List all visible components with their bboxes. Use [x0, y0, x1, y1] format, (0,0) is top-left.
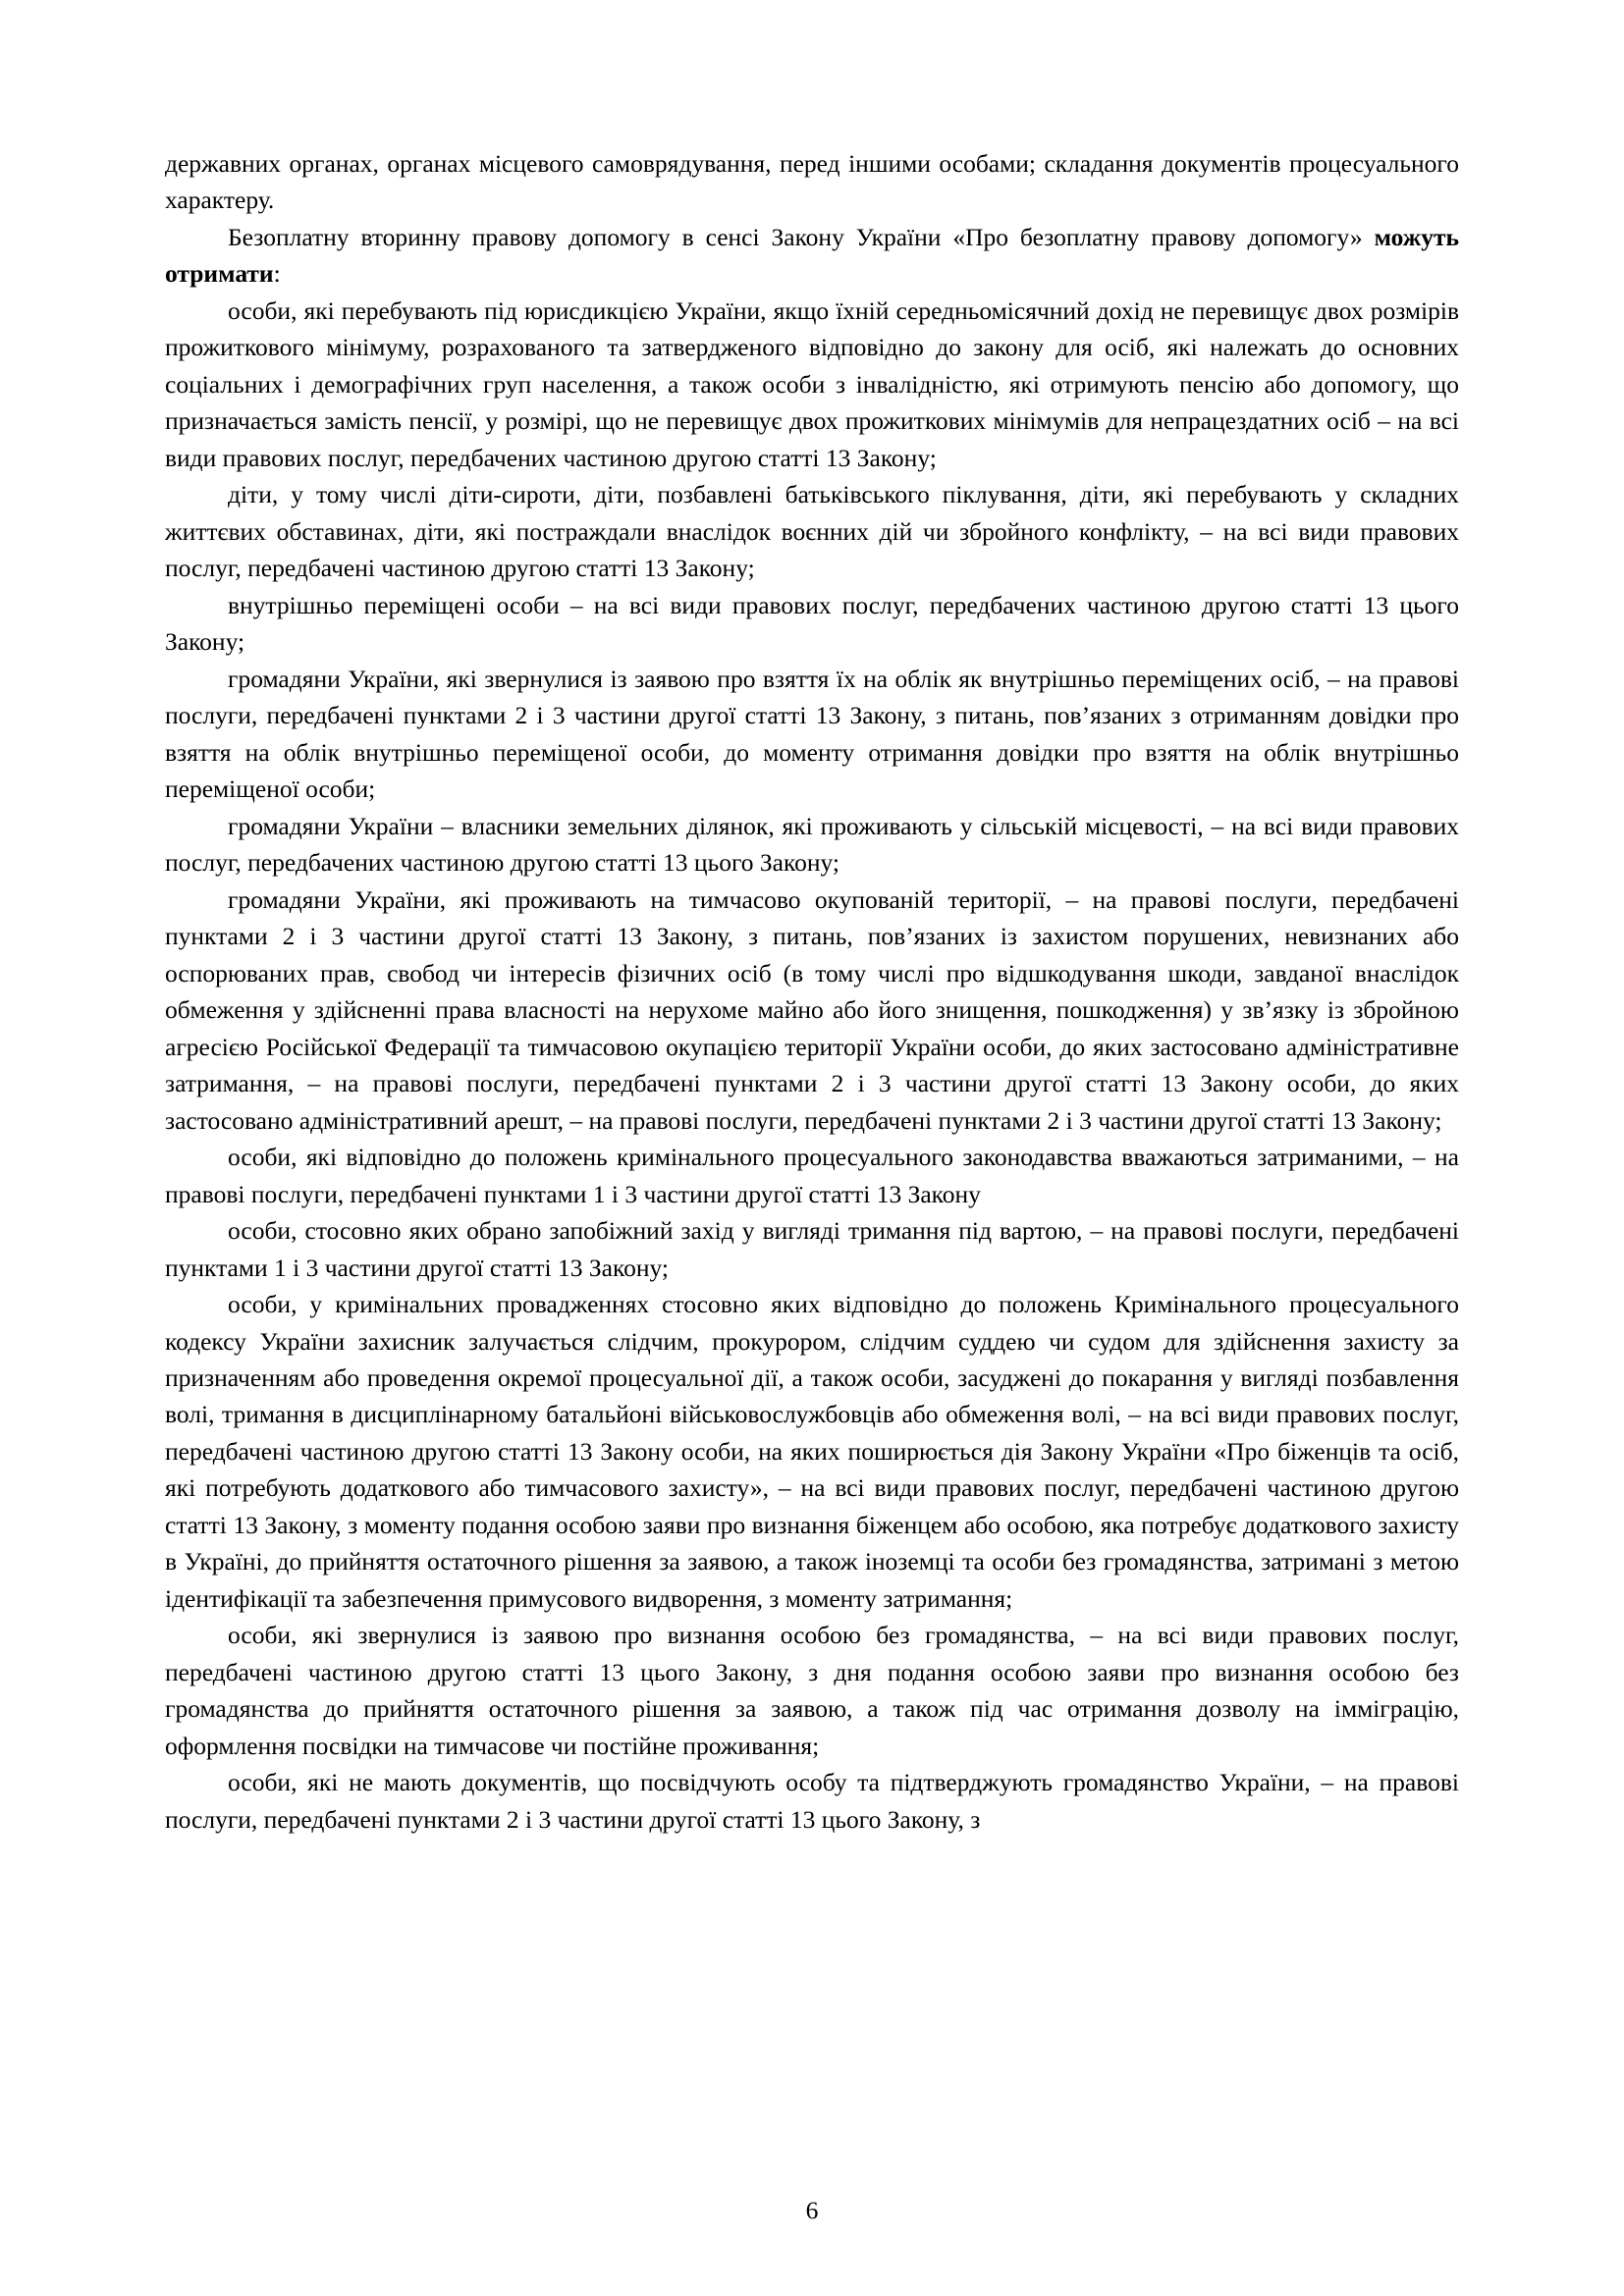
paragraph-item-occupied: громадяни України, які проживають на тимчасово окупованій території, – на правові послуги, передбачені пунктами 2 і 3 частини другої статті 13 Закону, з питань, пов’язаних із захистом порушених, невизнаних або оспорюваних прав, свобод чи інтересів фізичних осіб (в тому числі про відшкодування шкоди, завданої внаслідок обмеження у здійсненні права власності на нерухоме майно або його знищення, пошкодження) у зв’язку із збройною агресією Російської Федерації та тимчасовою окупацією території України особи, до яких застосовано адміністративне затримання, – на правові послуги, передбачені пунктами 2 і 3 частини другої статті 13 Закону особи, до яких застосовано адміністративний арешт, – на правові послуги, передбачені пунктами 2 і 3 частини другої статті 13 Закону;: [165, 884, 1459, 1135]
paragraph-continued-intro: державних органах, органах місцевого самоврядування, перед іншими особами; складання документів процесуального характеру.: [165, 149, 1459, 215]
paragraph-item-stateless: особи, які звернулися із заявою про визнання особою без громадянства, – на всі види правових послуг, передбачені частиною другою статті 13 цього Закону, з дня подання особою заяви про визнання особою без громадянства до прийняття остаточного рішення за заявою, а також під час отримання дозволу на імміграцію, оформлення посвідки на тимчасове чи постійне проживання;: [165, 1621, 1459, 1760]
paragraph-item-custody: особи, стосовно яких обрано запобіжний захід у вигляді тримання під вартою, – на правові послуги, передбачені пунктами 1 і 3 частини другої статті 13 Закону;: [165, 1216, 1459, 1282]
paragraph-item-no-documents: особи, які не мають документів, що посвідчують особу та підтверджують громадянство України, – на правові послуги, передбачені пунктами 2 і 3 частини другої статті 13 цього Закону, з: [165, 1768, 1459, 1834]
page-number: 6: [805, 2196, 819, 2224]
paragraph-item-idp: внутрішньо переміщені особи – на всі види правових послуг, передбачених частиною другою статті 13 цього Закону;: [165, 590, 1459, 657]
lead-in-text-before: Безоплатну вторинну правову допомогу в сенсі Закону України «Про безоплатну правову допомогу»: [228, 222, 1375, 251]
paragraph-item-income: особи, які перебувають під юрисдикцією України, якщо їхній середньомісячний дохід не перевищує двох розмірів прожиткового мінімуму, розрахованого та затвердженого відповідно до закону для осіб, які належать до основних соціальних і демографічних груп населення, а також особи з інвалідністю, які отримують пенсію або допомогу, що призначається замість пенсії, у розмірі, що не перевищує двох прожиткових мінімумів для непрацездатних осіб – на всі види правових послуг, передбачених частиною другою статті 13 Закону;: [165, 295, 1459, 472]
paragraph-item-criminal-proceedings: особи, у кримінальних провадженнях стосовно яких відповідно до положень Кримінального процесуального кодексу України захисник залучається слідчим, прокурором, слідчим суддею чи судом для здійснення захисту за призначенням або проведення окремої процесуальної дії, а також особи, засуджені до покарання у вигляді позбавлення волі, тримання в дисциплінарному батальйоні військовослужбовців або обмеження волі, – на всі види правових послуг, передбачені частиною другою статті 13 Закону особи, на яких поширюється дія Закону України «Про біженців та осіб, які потребують додаткового або тимчасового захисту», – на всі види правових послуг, передбачені частиною другою статті 13 Закону, з моменту подання особою заяви про визнання біженцем або особою, яка потребує додаткового захисту в Україні, до прийняття остаточного рішення за заявою, а також іноземці та особи без громадянства, затримані з метою ідентифікації та забезпечення примусового видворення, з моменту затримання;: [165, 1290, 1459, 1613]
paragraph-lead-in: [165, 219, 1459, 293]
paragraph-item-idp-application: громадяни України, які звернулися із заявою про взяття їх на облік як внутрішньо переміщених осіб, – на правові послуги, передбачені пунктами 2 і 3 частини другої статті 13 Закону, з питань, пов’язаних з отриманням довідки про взяття на облік внутрішньо переміщеної особи, до моменту отримання довідки про взяття на облік внутрішньо переміщеної особи;: [165, 664, 1459, 804]
lead-in-text-after: :: [273, 259, 281, 289]
paragraph-item-children: діти, у тому числі діти-сироти, діти, позбавлені батьківського піклування, діти, які перебувають у складних життєвих обставинах, діти, які постраждали внаслідок воєнних дій чи збройного конфлікту, – на всі види правових послуг, передбачені частиною другою статті 13 Закону;: [165, 480, 1459, 583]
paragraph-item-detained: особи, які відповідно до положень кримінального процесуального законодавства вважаються затриманими, – на правові послуги, передбачені пунктами 1 і 3 частини другої статті 13 Закону: [165, 1143, 1459, 1208]
lead-in-emphasis: можуть отримати: [165, 222, 1459, 289]
paragraph-item-landowners: громадяни України – власники земельних ділянок, які проживають у сільській місцевості, – на всі види правових послуг, передбачених частиною другою статті 13 цього Закону;: [165, 811, 1459, 878]
document-body: [165, 145, 1459, 1838]
